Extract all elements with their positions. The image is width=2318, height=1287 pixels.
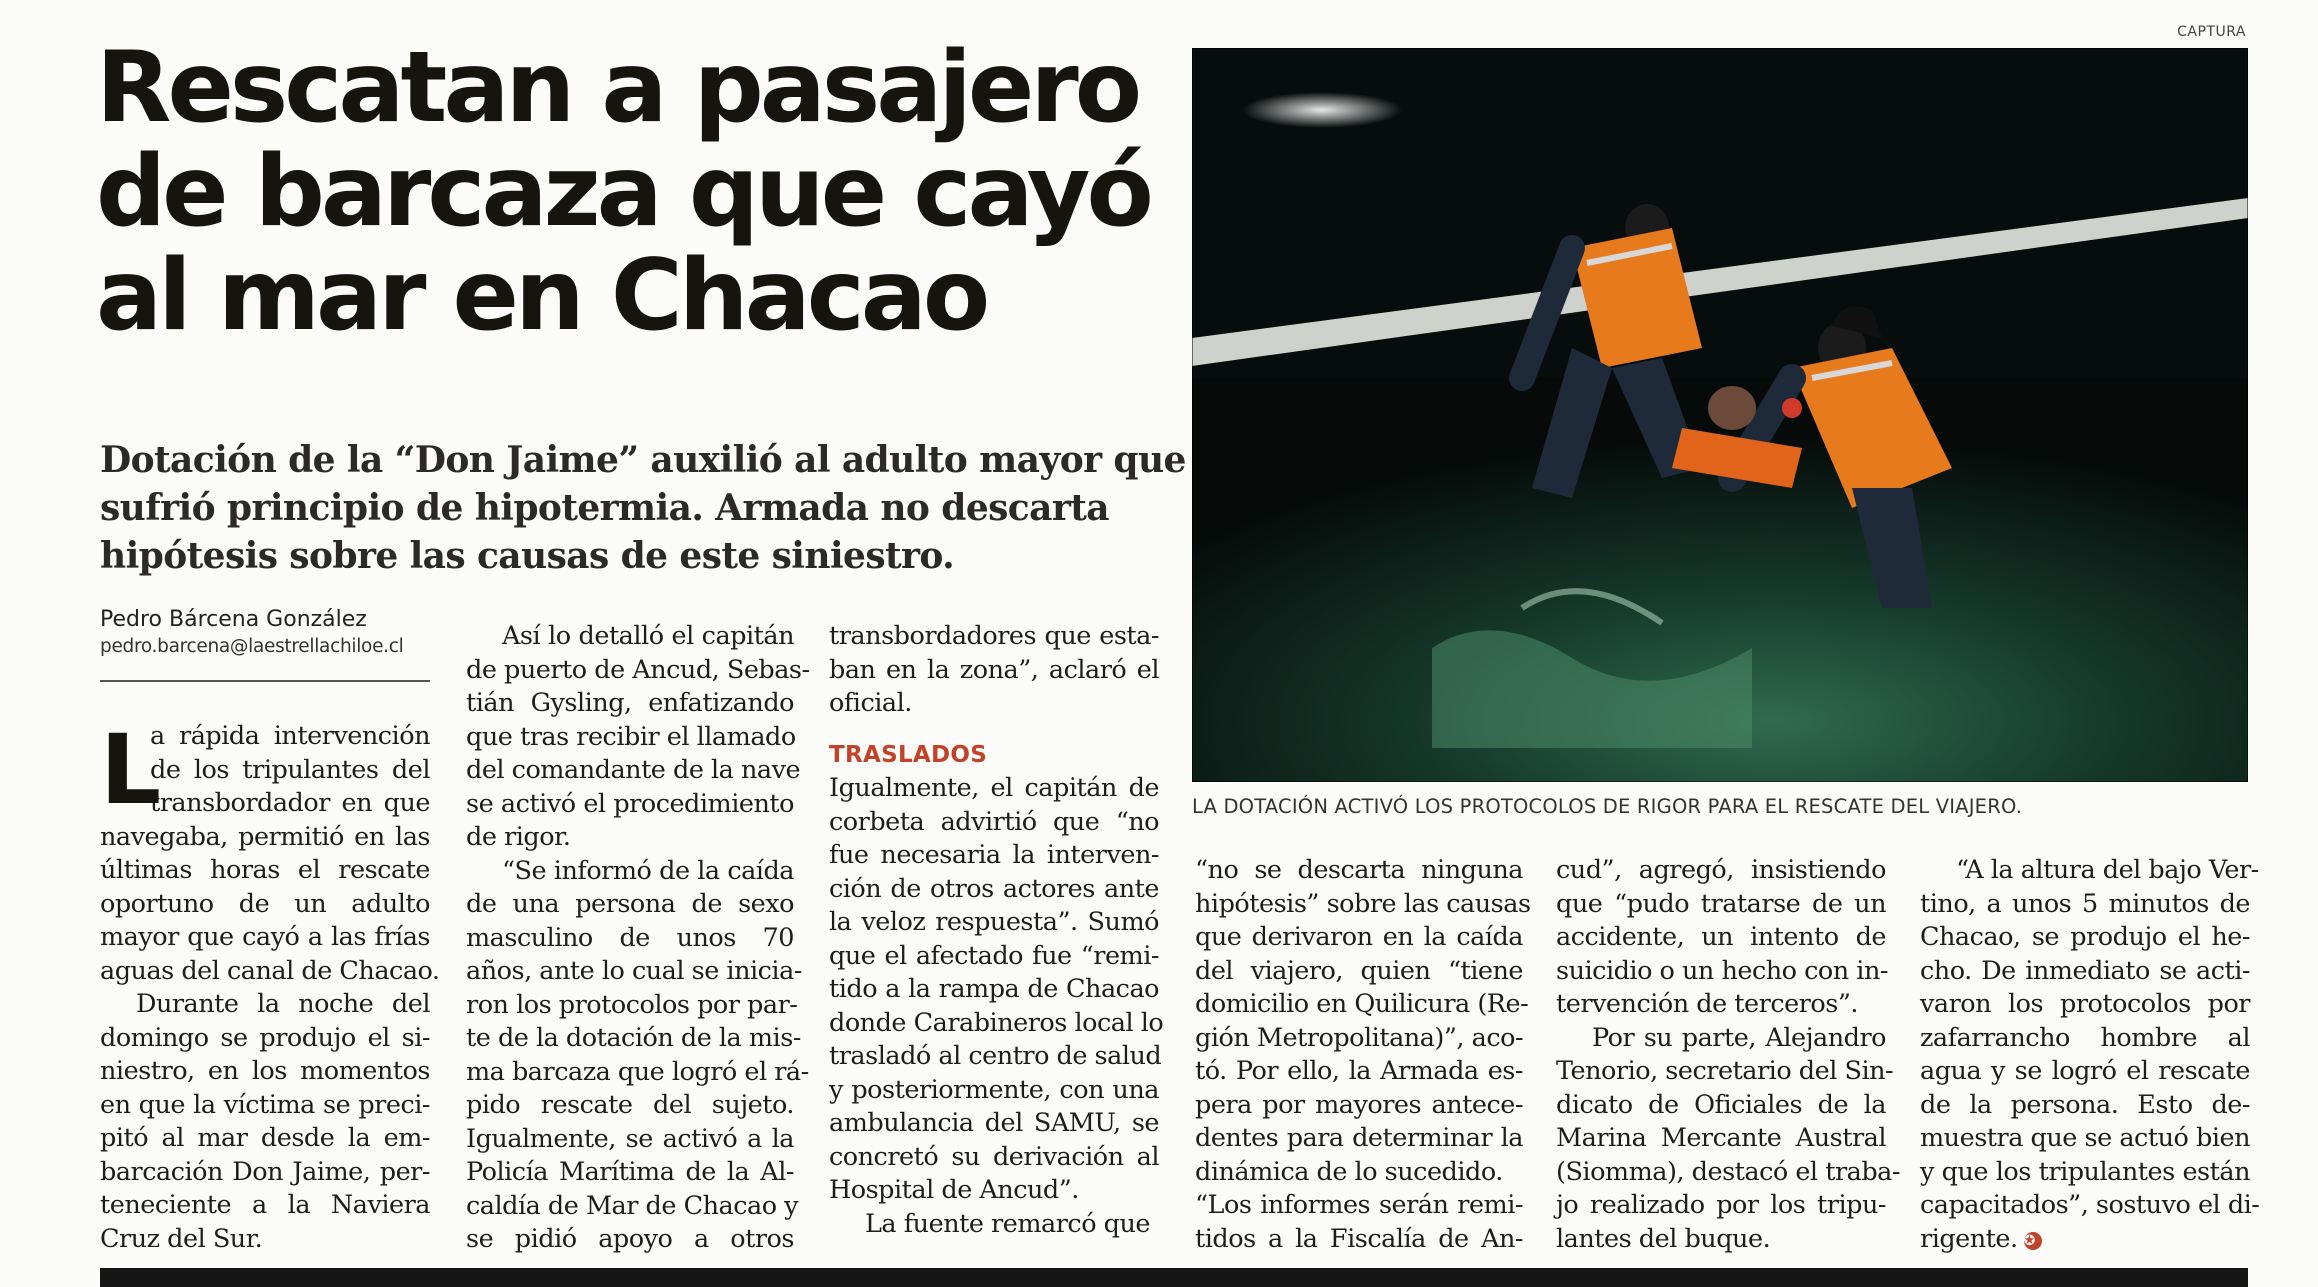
body-line: corbeta advirtió que “no (829, 806, 1159, 837)
rescue-photo[interactable] (1192, 48, 2248, 782)
photo-credit: CAPTURA (2177, 24, 2246, 40)
body-line: ción de otros actores ante (829, 873, 1159, 904)
headline-line: Rescatan a pasajero (96, 31, 1139, 145)
body-line: masculino de unos 70 (466, 922, 794, 953)
body-line: barcación Don Jaime, per- (100, 1156, 430, 1187)
body-line: Durante la noche del (136, 989, 430, 1019)
body-column-1 (100, 714, 440, 1256)
body-line: tó. Por ello, la Armada es- (1195, 1056, 1523, 1086)
body-line: ma barcaza que logró el rá- (466, 1056, 809, 1087)
body-line: “Los informes serán remi- (1195, 1190, 1523, 1220)
body-line: tido a la rampa de Chacao (829, 974, 1159, 1004)
body-line: de los tripulantes del (150, 754, 430, 785)
body-line: años, ante lo cual se inicia- (466, 956, 802, 986)
body-line: la veloz respuesta”. Sumó (829, 907, 1159, 937)
body-line: hipótesis” sobre las causas (1195, 888, 1531, 919)
author-name: Pedro Bárcena González (100, 607, 367, 632)
body-line: tervención de terceros”. (1556, 989, 1858, 1019)
body-line: caldía de Mar de Chacao y (466, 1190, 799, 1221)
body-line: que el afectado fue “remi- (829, 940, 1159, 971)
body-line: Por su parte, Alejandro (1592, 1022, 1886, 1053)
body-line: Policía Marítima de la Al- (466, 1157, 794, 1187)
body-line: pera por mayores antece- (1195, 1089, 1523, 1120)
body-line: Así lo detalló el capitán (502, 621, 794, 651)
body-line: del viajero, quien “tiene (1195, 955, 1523, 986)
body-line: cho. De inmediato se acti- (1920, 955, 2250, 986)
body-line: donde Carabineros local lo (829, 1007, 1164, 1038)
deck-line: Dotación de la “Don Jaime” auxilió al adulto mayor que (100, 439, 1186, 481)
body-line: La fuente remarcó que (865, 1208, 1150, 1239)
body-line: agua y se logró el rescate (1920, 1056, 2250, 1086)
body-line: se activó el procedimiento (466, 788, 794, 819)
body-line: dinámica de lo sucedido. (1195, 1156, 1503, 1187)
rescue-photo-illustration (1192, 48, 2248, 782)
body-line: de rigor. (466, 822, 571, 852)
body-line: que derivaron en la caída (1195, 922, 1523, 952)
body-line: ambulancia del SAMU, se (829, 1108, 1159, 1138)
headline-line: al mar en Chacao (96, 239, 987, 353)
page-bottom-rule (100, 1268, 2248, 1287)
deck-line: sufrió principio de hipotermia. Armada no descarta (100, 487, 1109, 529)
body-line: trasladó al centro de salud (829, 1041, 1162, 1071)
deck-line: hipótesis sobre las causas de este siniestro. (100, 535, 955, 577)
body-line: lantes del buque. (1556, 1223, 1771, 1254)
body-line: capacitados”, sostuvo el di- (1920, 1190, 2260, 1220)
body-line: Cruz del Sur. (100, 1223, 263, 1254)
body-line: transbordadores que esta- (829, 621, 1159, 651)
body-line: concretó su derivación al (829, 1141, 1159, 1172)
body-line: domicilio en Quilicura (Re- (1195, 989, 1529, 1019)
body-line: Igualmente, se activó a la (466, 1123, 794, 1154)
body-line: del comandante de la nave (466, 755, 801, 785)
body-line: pido rescate del sujeto. (466, 1090, 794, 1120)
body-line: en que la víctima se preci- (100, 1089, 430, 1120)
body-line: tián Gysling, enfatizando (466, 688, 794, 718)
body-line: suicidio o un hecho con in- (1556, 955, 1888, 986)
body-line: que tras recibir el llamado (466, 721, 796, 752)
headline (96, 31, 1196, 353)
body-line: Hospital de Ancud”. (829, 1175, 1079, 1205)
section-subhead: TRASLADOS (829, 741, 988, 768)
body-line: ron los protocolos por par- (466, 989, 798, 1020)
body-line: y que los tripulantes están (1920, 1156, 2250, 1187)
body-line: que “pudo tratarse de un (1556, 888, 1886, 919)
drop-cap: L (100, 714, 162, 826)
body-line: “Se informó de la caída (502, 855, 794, 886)
body-line: y posteriormente, con una (829, 1074, 1159, 1105)
body-line: domingo se produjo el si- (100, 1022, 430, 1053)
body-line: muestra que se actuó bien (1920, 1123, 2250, 1153)
body-line: dentes para determinar la (1195, 1123, 1523, 1153)
author-email[interactable]: pedro.barcena@laestrellachiloe.cl (100, 636, 404, 657)
body-column-2 (466, 620, 810, 1257)
body-line: de la persona. Esto de- (1920, 1089, 2250, 1120)
body-line: varon los protocolos por (1920, 989, 2250, 1019)
body-line: de una persona de sexo (466, 889, 794, 919)
body-line: Tenorio, secretario del Sin- (1556, 1056, 1894, 1086)
body-line: pitó al mar desde la em- (100, 1123, 430, 1153)
byline-divider (100, 680, 430, 682)
body-line: aguas del canal de Chacao. (100, 955, 440, 986)
body-line-final (1920, 1223, 2250, 1257)
body-column-6 (1920, 854, 2260, 1256)
body-line-final-text: rigente. (1920, 1223, 2018, 1254)
body-line: (Siomma), destacó el traba- (1556, 1156, 1900, 1187)
body-line: “A la altura del bajo Ver- (1956, 855, 2259, 885)
body-line: zafarrancho hombre al (1920, 1022, 2250, 1053)
body-line: a rápida intervención (150, 721, 430, 751)
body-line: mayor que cayó a las frías (100, 922, 430, 952)
body-line: jo realizado por los tripu- (1556, 1190, 1886, 1220)
body-line: transbordador en que (150, 788, 430, 818)
deck-subtitle (100, 436, 1186, 580)
body-line: oficial. (829, 688, 912, 718)
headline-line: de barcaza que cayó (96, 135, 1150, 249)
body-line: tino, a unos 5 minutos de (1920, 888, 2250, 919)
body-line: navegaba, permitió en las (100, 821, 430, 852)
body-line: Igualmente, el capitán de (829, 773, 1159, 803)
body-line: tidos a la Fiscalía de An- (1195, 1223, 1523, 1254)
body-column-3 (829, 620, 1164, 1241)
body-line: Chacao, se produjo el he- (1920, 922, 2250, 952)
body-line: cud”, agregó, insistiendo (1556, 855, 1886, 885)
body-line: gión Metropolitana)”, aco- (1195, 1022, 1524, 1053)
byline (100, 606, 430, 660)
body-line: últimas horas el rescate (100, 855, 430, 885)
body-line: fue necesaria la interven- (829, 840, 1159, 870)
photo-caption: LA DOTACIÓN ACTIVÓ LOS PROTOCOLOS DE RIGOR PARA EL RESCATE DEL VIAJERO. (1192, 795, 2023, 818)
body-line: “no se descarta ninguna (1195, 855, 1523, 885)
body-line: Marina Mercante Austral (1556, 1123, 1886, 1153)
body-line: te de la dotación de la mis- (466, 1023, 801, 1053)
body-line: ban en la zona”, aclaró el (829, 654, 1159, 685)
body-line: oportuno de un adulto (100, 888, 430, 919)
body-line: de puerto de Ancud, Sebas- (466, 654, 810, 685)
body-line: accidente, un intento de (1556, 922, 1886, 952)
body-line: dicato de Oficiales de la (1556, 1089, 1886, 1120)
body-line: niestro, en los momentos (100, 1056, 430, 1086)
body-column-4 (1195, 854, 1531, 1256)
body-line: teneciente a la Naviera (100, 1190, 430, 1220)
body-line: se pidió apoyo a otros (466, 1224, 794, 1254)
end-of-article-icon: ✪ (2024, 1232, 2042, 1250)
body-column-5 (1556, 854, 1900, 1256)
